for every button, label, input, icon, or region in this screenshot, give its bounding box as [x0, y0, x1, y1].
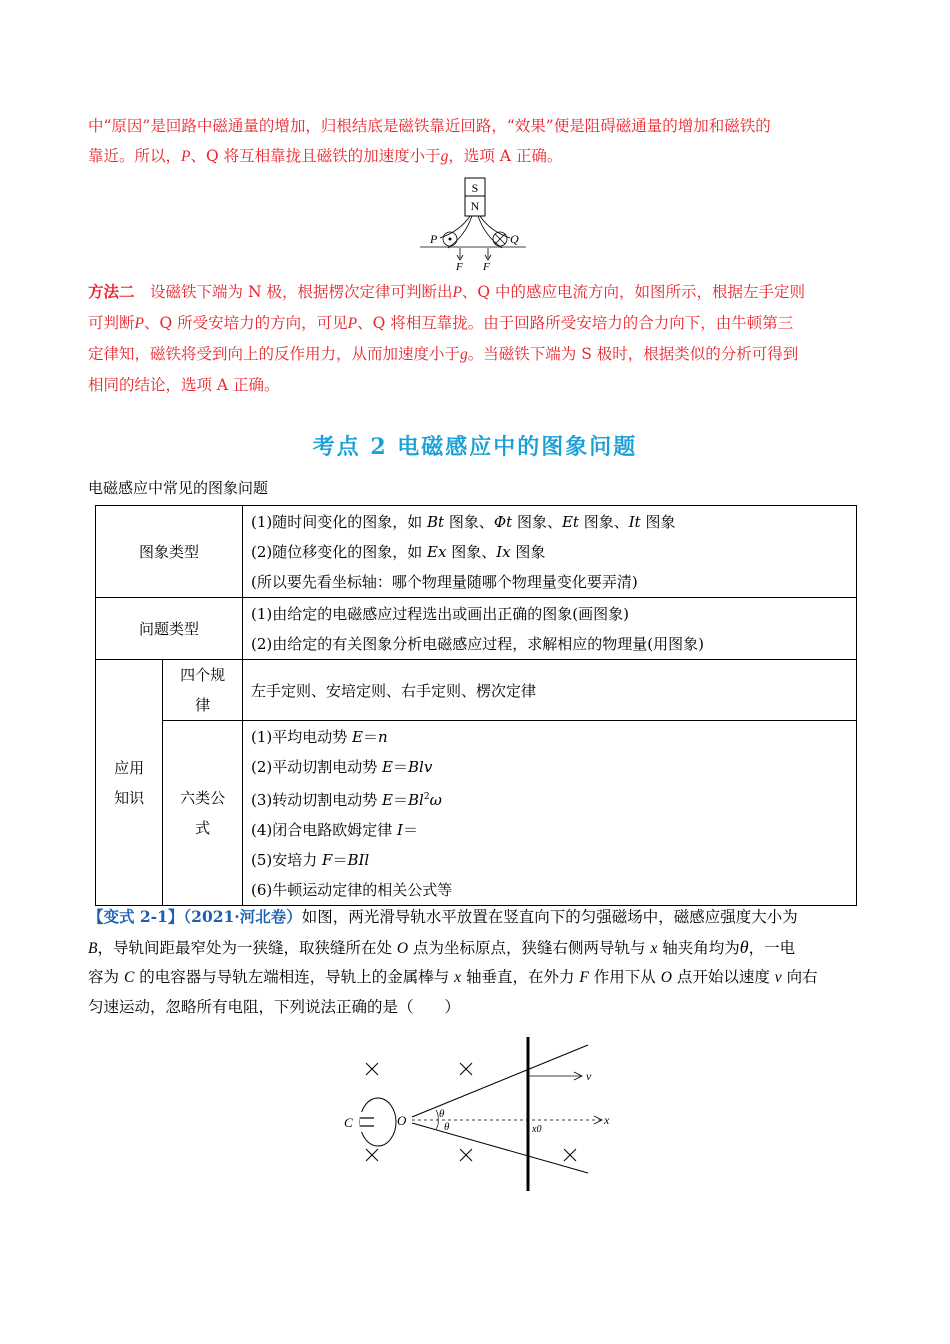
table-row — [96, 506, 857, 598]
table-caption: 电磁感应中常见的图象问题 — [88, 479, 269, 497]
theta-lower-label: θ — [444, 1121, 450, 1133]
question-line-1: 【变式 2-1】（2021·河北卷）如图，两光滑导轨水平放置在竖直向下的匀强磁场中，磁感应强度大小为 — [88, 907, 798, 926]
intro-line-2: 靠近。所以，P、Q 将互相靠拢且磁铁的加速度小于g，选项 A 正确。 — [88, 147, 563, 165]
method2-line-1: 方法二 设磁铁下端为 N 极，根据楞次定律可判断出P、Q 中的感应电流方向，如图所示，根据左手定则 — [88, 282, 806, 301]
method2-line-3: 定律知，磁铁将受到向上的反作用力，从而加速度小于g。当磁铁下端为 S 极时，根据类似的分析可得到 — [88, 345, 799, 363]
question-tag: 【变式 2-1】 — [88, 907, 184, 926]
origin-label: O — [397, 1113, 407, 1128]
question-source: （2021·河北卷） — [183, 907, 302, 926]
x0-label: x0 — [532, 1124, 542, 1135]
section-title: 考点 2 电磁感应中的图象问题 — [312, 434, 638, 460]
row-content-four-laws: 左手定则、安培定则、右手定则、楞次定律 — [243, 660, 857, 721]
question-paragraph — [88, 902, 868, 1022]
rail-figure — [340, 1035, 610, 1195]
sub-header-four-laws: 四个规 律 — [163, 660, 243, 721]
method2-line-2: 可判断P、Q 所受安培力的方向，可见P、Q 将相互靠拢。由于回路所受安培力的合力向下，由牛顿第三 — [88, 314, 794, 332]
row-content-problem-types: (1)由给定的电磁感应过程选出或画出正确的图象(画图象) (2)由给定的有关图象分析电磁感应过程，求解相应的物理量(用图象) — [243, 598, 857, 660]
row-header-problem-types: 问题类型 — [96, 598, 243, 660]
question-line-4: 匀速运动，忽略所有电阻，下列说法正确的是（ ） — [88, 997, 461, 1016]
velocity-label: v — [586, 1069, 592, 1083]
force-label-1: F — [456, 261, 463, 272]
summary-table — [95, 505, 857, 906]
intro-paragraph — [88, 111, 864, 172]
row-header-applied-knowledge: 应用 知识 — [96, 660, 163, 906]
force-label-2: F — [483, 261, 490, 272]
theta-upper-label: θ — [439, 1108, 445, 1120]
table-row — [96, 660, 857, 721]
magnet-s-label: S — [471, 181, 479, 195]
p-label: P — [430, 232, 438, 246]
question-line-3: 容为 C 的电容器与导轨左端相连，导轨上的金属棒与 x 轴垂直，在外力 F 作用下从 O 点开始以速度 v 向右 — [88, 968, 818, 986]
x-axis-label: x — [604, 1113, 610, 1127]
sub-header-six-formulas: 六类公 式 — [163, 721, 243, 906]
lower-rail — [412, 1123, 588, 1173]
upper-rail — [412, 1045, 588, 1117]
row-content-six-formulas: (1)平均电动势 E＝n (2)平动切割电动势 E＝Blv (3)转动切割电动势 $E=Bl^2\omega$ (4)闭合电路欧姆定律 I＝ (5)安培力 F＝BIl (6)牛顿运动定律的相关公式等 — [243, 721, 857, 906]
intro-line-1: 中“原因”是回路中磁通量的增加，归根结底是磁铁靠近回路，“效果”便是阻碍磁通量的增加和磁铁的 — [88, 117, 771, 135]
method2-line-4: 相同的结论，选项 A 正确。 — [88, 376, 280, 394]
row-content-image-types: (1)随时间变化的图象，如 Bt 图象、Φt 图象、Et 图象、It 图象 (2)随位移变化的图象，如 Ex 图象、Ix 图象 (所以要先看坐标轴：哪个物理量随哪个物理量变化要弄清) — [243, 506, 857, 598]
table-row — [96, 721, 857, 906]
question-line-2: B，导轨间距最窄处为一狭缝，取狭缝所在处 O 点为坐标原点，狭缝右侧两导轨与 x 轴夹角均为θ，一电 — [88, 936, 796, 957]
q-label: Q — [510, 232, 519, 246]
magnet-n-label: N — [470, 199, 480, 213]
row-header-image-types: 图象类型 — [96, 506, 243, 598]
method2-title: 方法二 — [88, 282, 135, 301]
magnet-figure — [420, 176, 530, 272]
cross-marks — [366, 1063, 576, 1161]
table-row — [96, 598, 857, 660]
method2-paragraph — [88, 277, 864, 400]
capacitor-label: C — [344, 1115, 353, 1130]
